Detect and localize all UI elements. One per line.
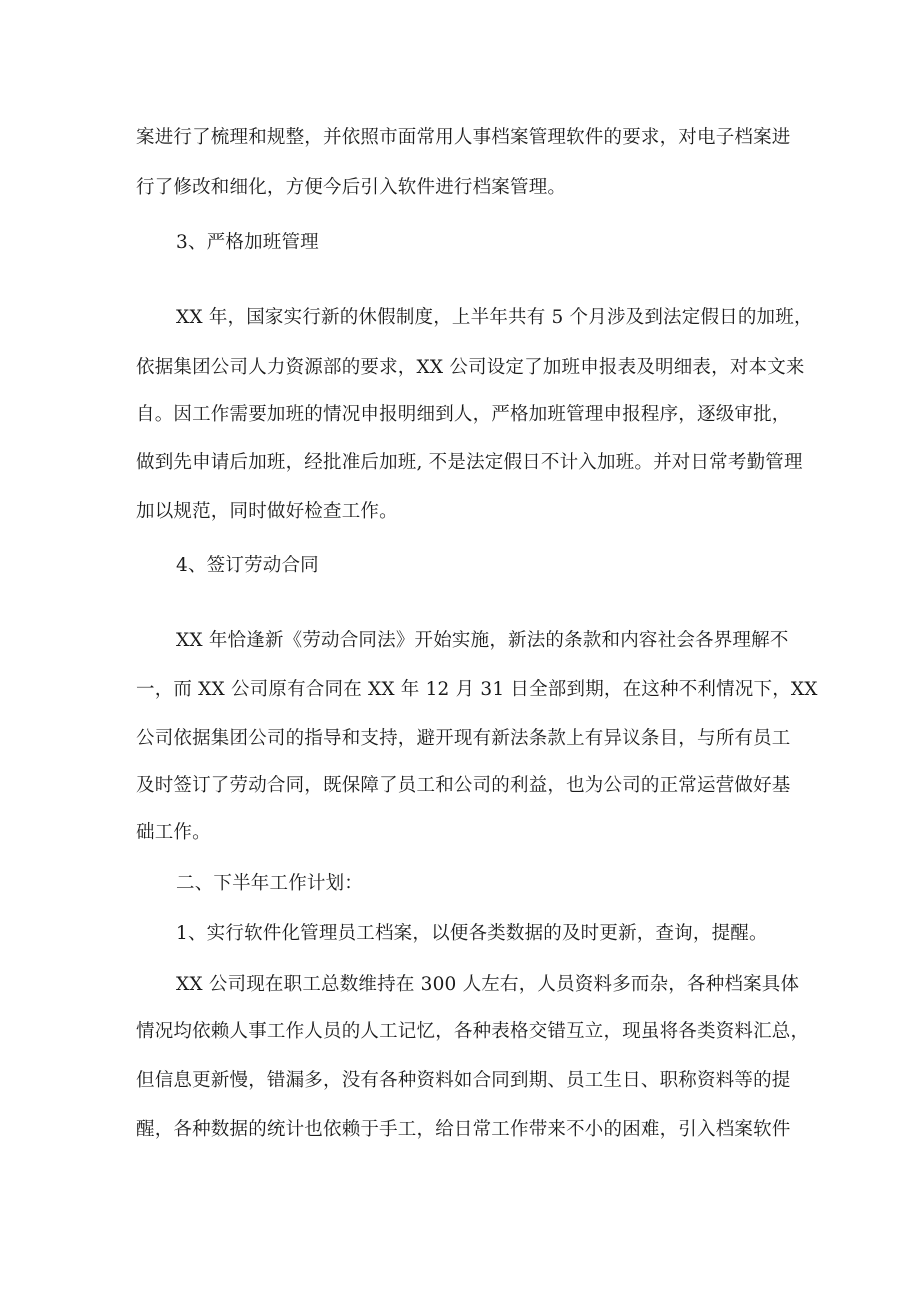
text-line: 案进行了梳理和规整，并依照市面常用人事档案管理软件的要求，对电子档案进 bbox=[136, 127, 791, 148]
section-heading: 4、签订劳动合同 bbox=[176, 555, 319, 576]
text-line: 一，而 XX 公司原有合同在 XX 年 12 月 31 日全部到期，在这种不利情况下，XX bbox=[136, 679, 818, 700]
text-line: 情况均依赖人事工作人员的人工记忆，各种表格交错互立，现虽将各类资料汇总， bbox=[136, 1021, 810, 1042]
section-heading: 3、严格加班管理 bbox=[176, 232, 319, 253]
text-line: 但信息更新慢，错漏多，没有各种资料如合同到期、员工生日、职称资料等的提 bbox=[136, 1070, 791, 1091]
text-line: 及时签订了劳动合同，既保障了员工和公司的利益，也为公司的正常运营做好基 bbox=[136, 775, 791, 796]
text-line: 自。因工作需要加班的情况申报明细到人，严格加班管理申报程序，逐级审批， bbox=[136, 404, 791, 425]
text-line: XX 年，国家实行新的休假制度，上半年共有 5 个月涉及到法定假日的加班， bbox=[176, 307, 813, 328]
text-line: 做到先申请后加班，经批准后加班, 不是法定假日不计入加班。并对日常考勤管理 bbox=[136, 452, 803, 473]
text-line: XX 年恰逢新《劳动合同法》开始实施，新法的条款和内容社会各界理解不 bbox=[176, 630, 789, 651]
text-line: 行了修改和细化，方便今后引入软件进行档案管理。 bbox=[136, 177, 567, 198]
text-line: 依据集团公司人力资源部的要求，XX 公司设定了加班申报表及明细表，对本文来 bbox=[136, 357, 805, 378]
section-heading: 二、下半年工作计划： bbox=[176, 873, 364, 894]
subsection-heading: 1、实行软件化管理员工档案，以便各类数据的及时更新，查询，提醒。 bbox=[176, 923, 768, 944]
text-line: 公司依据集团公司的指导和支持，避开现有新法条款上有异议条目，与所有员工 bbox=[136, 728, 791, 749]
text-line: 础工作。 bbox=[136, 822, 211, 843]
text-line: 醒，各种数据的统计也依赖于手工，给日常工作带来不小的困难，引入档案软件 bbox=[136, 1119, 791, 1140]
text-line: XX 公司现在职工总数维持在 300 人左右，人员资料多而杂，各种档案具体 bbox=[176, 974, 800, 995]
text-line: 加以规范，同时做好检查工作。 bbox=[136, 501, 398, 522]
